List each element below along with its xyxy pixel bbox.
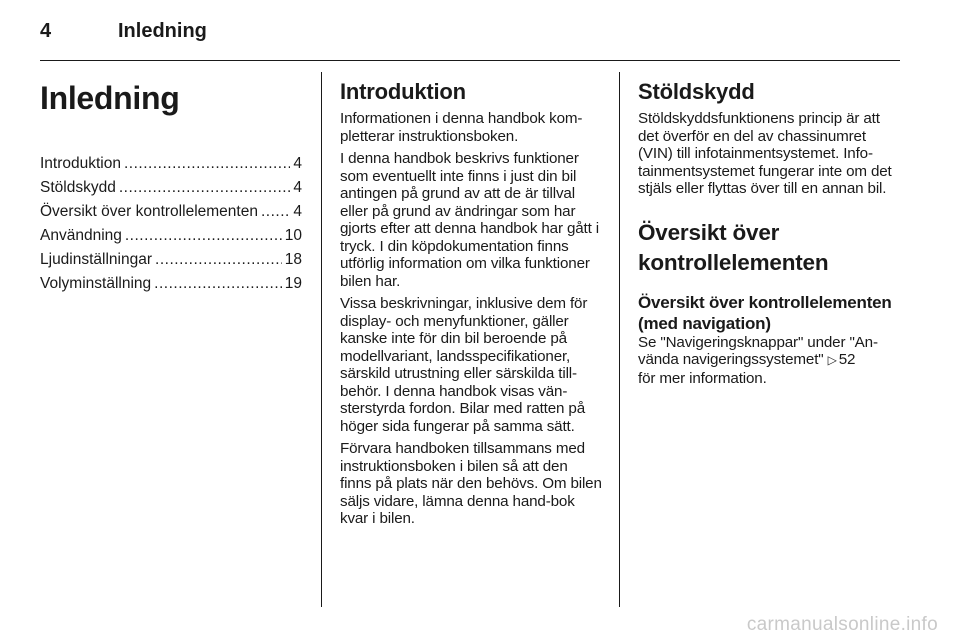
- toc-entry-title: Översikt över kontrollelementen: [40, 203, 258, 220]
- toc-entry-title: Användning: [40, 227, 122, 244]
- toc-entry-title: Stöldskydd: [40, 179, 116, 196]
- paragraph: Stöldskyddsfunktionens princip är att det överför en del av chassinumret (VIN) till infotainmentsystemet. Info-tainmentsystemet fungerar inte om det stjäls eller flyttas över till en annan bil.: [638, 110, 892, 197]
- page-header: [40, 18, 900, 58]
- toc-entry-page: 4: [293, 203, 302, 220]
- chapter-title: Inledning: [40, 80, 180, 116]
- section-heading-introduktion: Introduktion: [340, 79, 466, 104]
- paragraph: Informationen i denna handbok kom-pletterar instruktionsboken.: [340, 110, 583, 145]
- toc-leader-dots: [154, 272, 282, 296]
- toc-leader-dots: [125, 224, 282, 248]
- toc-leader-dots: [124, 152, 290, 176]
- column-divider: [619, 72, 620, 607]
- toc-leader-dots: [261, 200, 290, 224]
- page-number: 4: [40, 20, 52, 42]
- section-heading-stoldskydd: Stöldskydd: [638, 79, 755, 104]
- toc-leader-dots: [155, 248, 282, 272]
- section-heading-oversikt: Översikt över kontrollelementen: [638, 219, 829, 275]
- toc-column: [40, 72, 302, 296]
- paragraph-text: för mer information.: [638, 369, 767, 387]
- header-divider: [40, 60, 900, 61]
- column-divider: [321, 72, 322, 607]
- toc-entry-page: 4: [293, 179, 302, 196]
- toc-entry[interactable]: [40, 152, 302, 176]
- toc-entry-title: Ljudinställningar: [40, 251, 153, 268]
- watermark: carmanualsonline.info: [746, 614, 938, 635]
- toc-entry-title: Volyminställning: [40, 275, 152, 292]
- toc-entry-page: 10: [284, 227, 302, 244]
- paragraph: Förvara handboken tillsammans med instruktionsboken i bilen så att den finns på plats när den behövs. Om bilen säljs vidare, lämna denna hand-bok kvar i bilen.: [340, 440, 602, 527]
- paragraph-text: Se "Navigeringsknappar" under "An-vända navigeringssystemet": [638, 333, 878, 368]
- toc-entry-page: 18: [284, 251, 302, 268]
- table-of-contents: [40, 152, 302, 296]
- subsection-heading: Översikt över kontrollelementen (med navigation): [638, 292, 892, 333]
- toc-entry-page: 4: [293, 155, 302, 172]
- paragraph: Vissa beskrivningar, inklusive dem för display- och menyfunktioner, gäller kanske inte för din bil beroende på modellvariant, landsspecifikationer, särskild utrustning eller särskilda till-behör. I denna handbok visas vän-sterstyrda fordon. Bilar med ratten på höger sida fungerar på samma sätt.: [340, 295, 588, 435]
- toc-entry-title: Introduktion: [40, 155, 121, 172]
- toc-entry[interactable]: [40, 272, 302, 296]
- paragraph: I denna handbok beskrivs funktioner som eventuellt inte finns i just din bil antingen på grund av att de är tillval eller på grund av ändringar som har gjorts efter att denna handbok har gått i tryck. I din köpdokumentation finns utförlig information om vilka funktioner bilen har.: [340, 150, 599, 290]
- toc-entry[interactable]: [40, 224, 302, 248]
- page-reference-arrow-icon: ▷: [827, 353, 837, 367]
- paragraph: [638, 334, 900, 388]
- toc-leader-dots: [119, 176, 291, 200]
- toc-entry[interactable]: [40, 176, 302, 200]
- theft-and-controls-column: [638, 72, 900, 392]
- toc-entry-page: 19: [284, 275, 302, 292]
- running-title: Inledning: [118, 20, 207, 42]
- introduction-column: [340, 72, 602, 533]
- toc-entry[interactable]: [40, 200, 302, 224]
- page-reference-link[interactable]: 52: [838, 351, 856, 368]
- toc-entry[interactable]: [40, 248, 302, 272]
